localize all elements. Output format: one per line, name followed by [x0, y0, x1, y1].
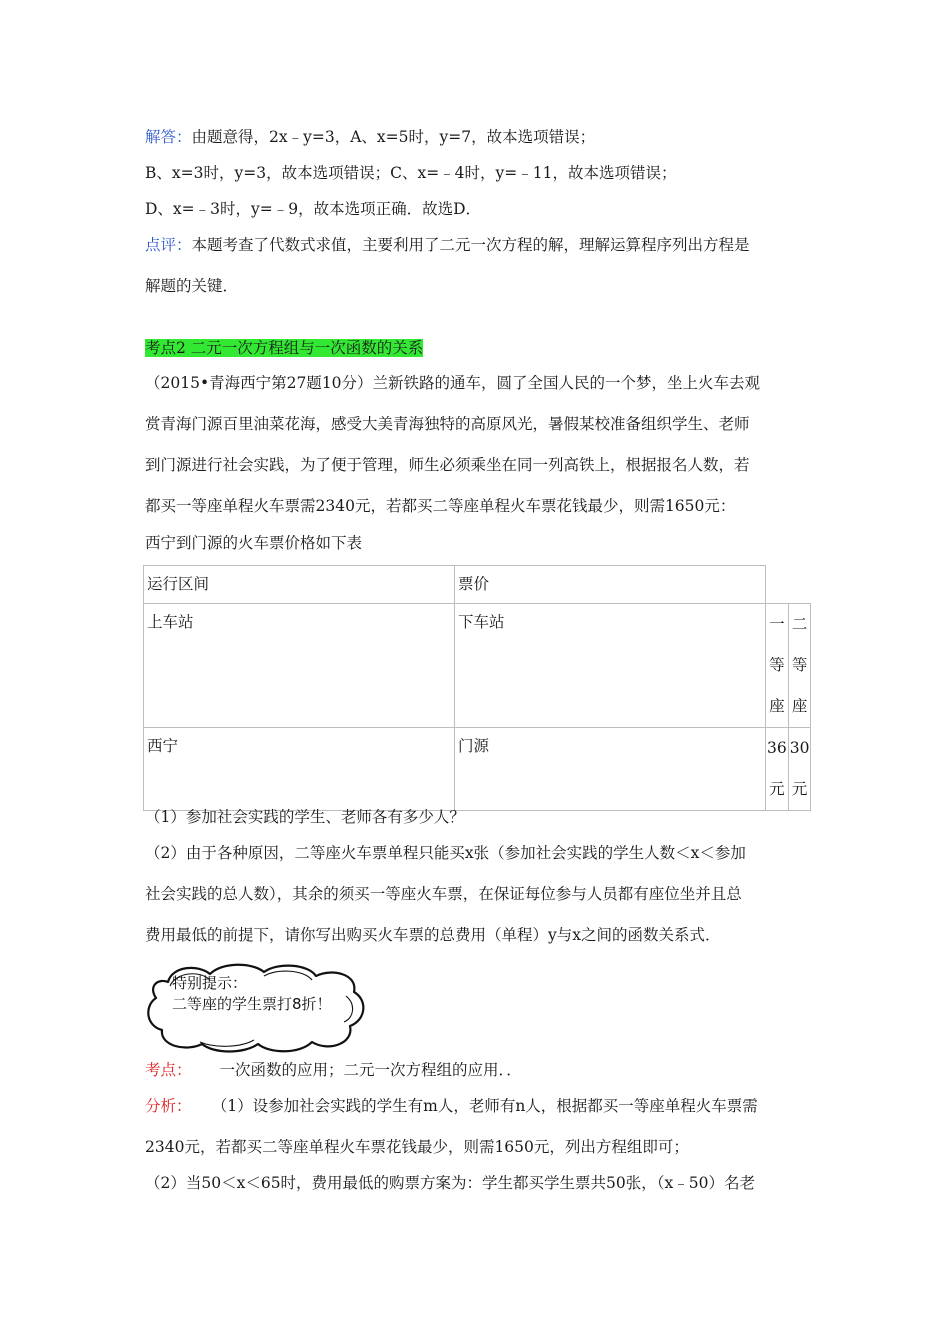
answer-line-3: D、x=﹣3时，y=﹣9，故本选项正确．故选D．: [145, 200, 482, 218]
empty-cell: [788, 566, 811, 604]
end-station-header: 下车站: [455, 604, 766, 728]
section-title-text: 考点2 二元一次方程组与一次函数的关系: [145, 339, 424, 357]
problem-line-3: 到门源进行社会实践，为了便于管理，师生必须乘坐在同一列高铁上，根据报名人数，若: [145, 456, 750, 474]
answer-line-2: B、x=3时，y=3，故本选项错误；C、x=﹣4时，y=﹣11，故本选项错误；: [145, 164, 677, 182]
problem-line-2: 赏青海门源百里油菜花海，感受大美青海独特的高原风光，暑假某校准备组织学生、老师: [145, 415, 750, 433]
keypoint-label: 考点：: [145, 1061, 192, 1079]
comment-line-1: [145, 235, 750, 255]
analysis-line-1: [145, 1096, 758, 1116]
analysis-line-3: （2）当50＜x＜65时，费用最低的购票方案为：学生都买学生票共50张，（x﹣50）名老: [145, 1174, 755, 1192]
price-value: 36: [767, 739, 787, 757]
tip-line-1: 特别提示：: [172, 974, 248, 992]
first-class-char: 座: [769, 697, 785, 715]
question-2-line-3: 费用最低的前提下，请你写出购买火车票的总费用（单程）y与x之间的函数关系式．: [145, 926, 721, 944]
empty-cell: [766, 566, 789, 604]
question-2-line-1: （2）由于各种原因，二等座火车票单程只能买x张（参加社会实践的学生人数＜x＜参加: [145, 844, 746, 862]
start-station-header: 上车站: [144, 604, 455, 728]
second-class-char: 等: [791, 656, 808, 674]
first-class-char: 一: [769, 615, 785, 633]
second-class-price: [788, 728, 811, 811]
price-unit: 元: [769, 780, 785, 798]
question-2-line-2: 社会实践的总人数），其余的须买一等座火车票，在保证每位参与人员都有座位坐并且总: [145, 885, 742, 903]
problem-line-4: 都买一等座单程火车票需2340元，若都买二等座单程火车票花钱最少，则需1650元：: [145, 497, 736, 515]
analysis-line-2: 2340元，若都买二等座单程火车票花钱最少，则需1650元，列出方程组即可；: [145, 1138, 689, 1156]
comment-text: 本题考查了代数式求值，主要利用了二元一次方程的解，理解运算程序列出方程是: [191, 236, 750, 254]
second-class-char: 座: [791, 697, 808, 715]
question-1: （1）参加社会实践的学生、老师各有多少人？: [145, 808, 465, 826]
second-class-header: [788, 604, 811, 728]
fare-table: [143, 565, 811, 811]
first-class-price: [766, 728, 789, 811]
end-station-cell: 门源: [455, 728, 766, 811]
keypoint-line: [145, 1060, 522, 1080]
answer-label: 解答：: [145, 128, 192, 146]
problem-line-1: （2015•青海西宁第27题10分）兰新铁路的通车，圆了全国人民的一个梦，坐上火车去观: [145, 374, 761, 392]
analysis-label: 分析：: [145, 1097, 192, 1115]
answer-line-1: [145, 127, 595, 147]
first-class-char: 等: [769, 656, 785, 674]
second-class-char: 二: [791, 615, 808, 633]
price-value: 30: [789, 739, 810, 757]
analysis-text: （1）设参加社会实践的学生有m人，老师有n人，根据都买一等座单程火车票需: [219, 1097, 758, 1115]
table-row: [144, 604, 811, 728]
comment-line-2: 解题的关键．: [145, 277, 239, 295]
keypoint-text: 一次函数的应用；二元一次方程组的应用．．: [219, 1061, 522, 1079]
answer-text: 由题意得，2x﹣y=3，A、x=5时，y=7，故本选项错误；: [191, 128, 596, 146]
table-row: [144, 566, 811, 604]
first-class-header: [766, 604, 789, 728]
header-interval-cell: 运行区间: [144, 566, 455, 604]
table-row: [144, 728, 811, 811]
header-price-cell: 票价: [455, 566, 766, 604]
tip-line-2: 二等座的学生票打8折！: [172, 995, 332, 1013]
section-title: [145, 338, 423, 358]
price-unit: 元: [791, 780, 808, 798]
start-station-cell: 西宁: [144, 728, 455, 811]
problem-line-5: 西宁到门源的火车票价格如下表: [145, 534, 363, 552]
comment-label: 点评：: [145, 236, 192, 254]
